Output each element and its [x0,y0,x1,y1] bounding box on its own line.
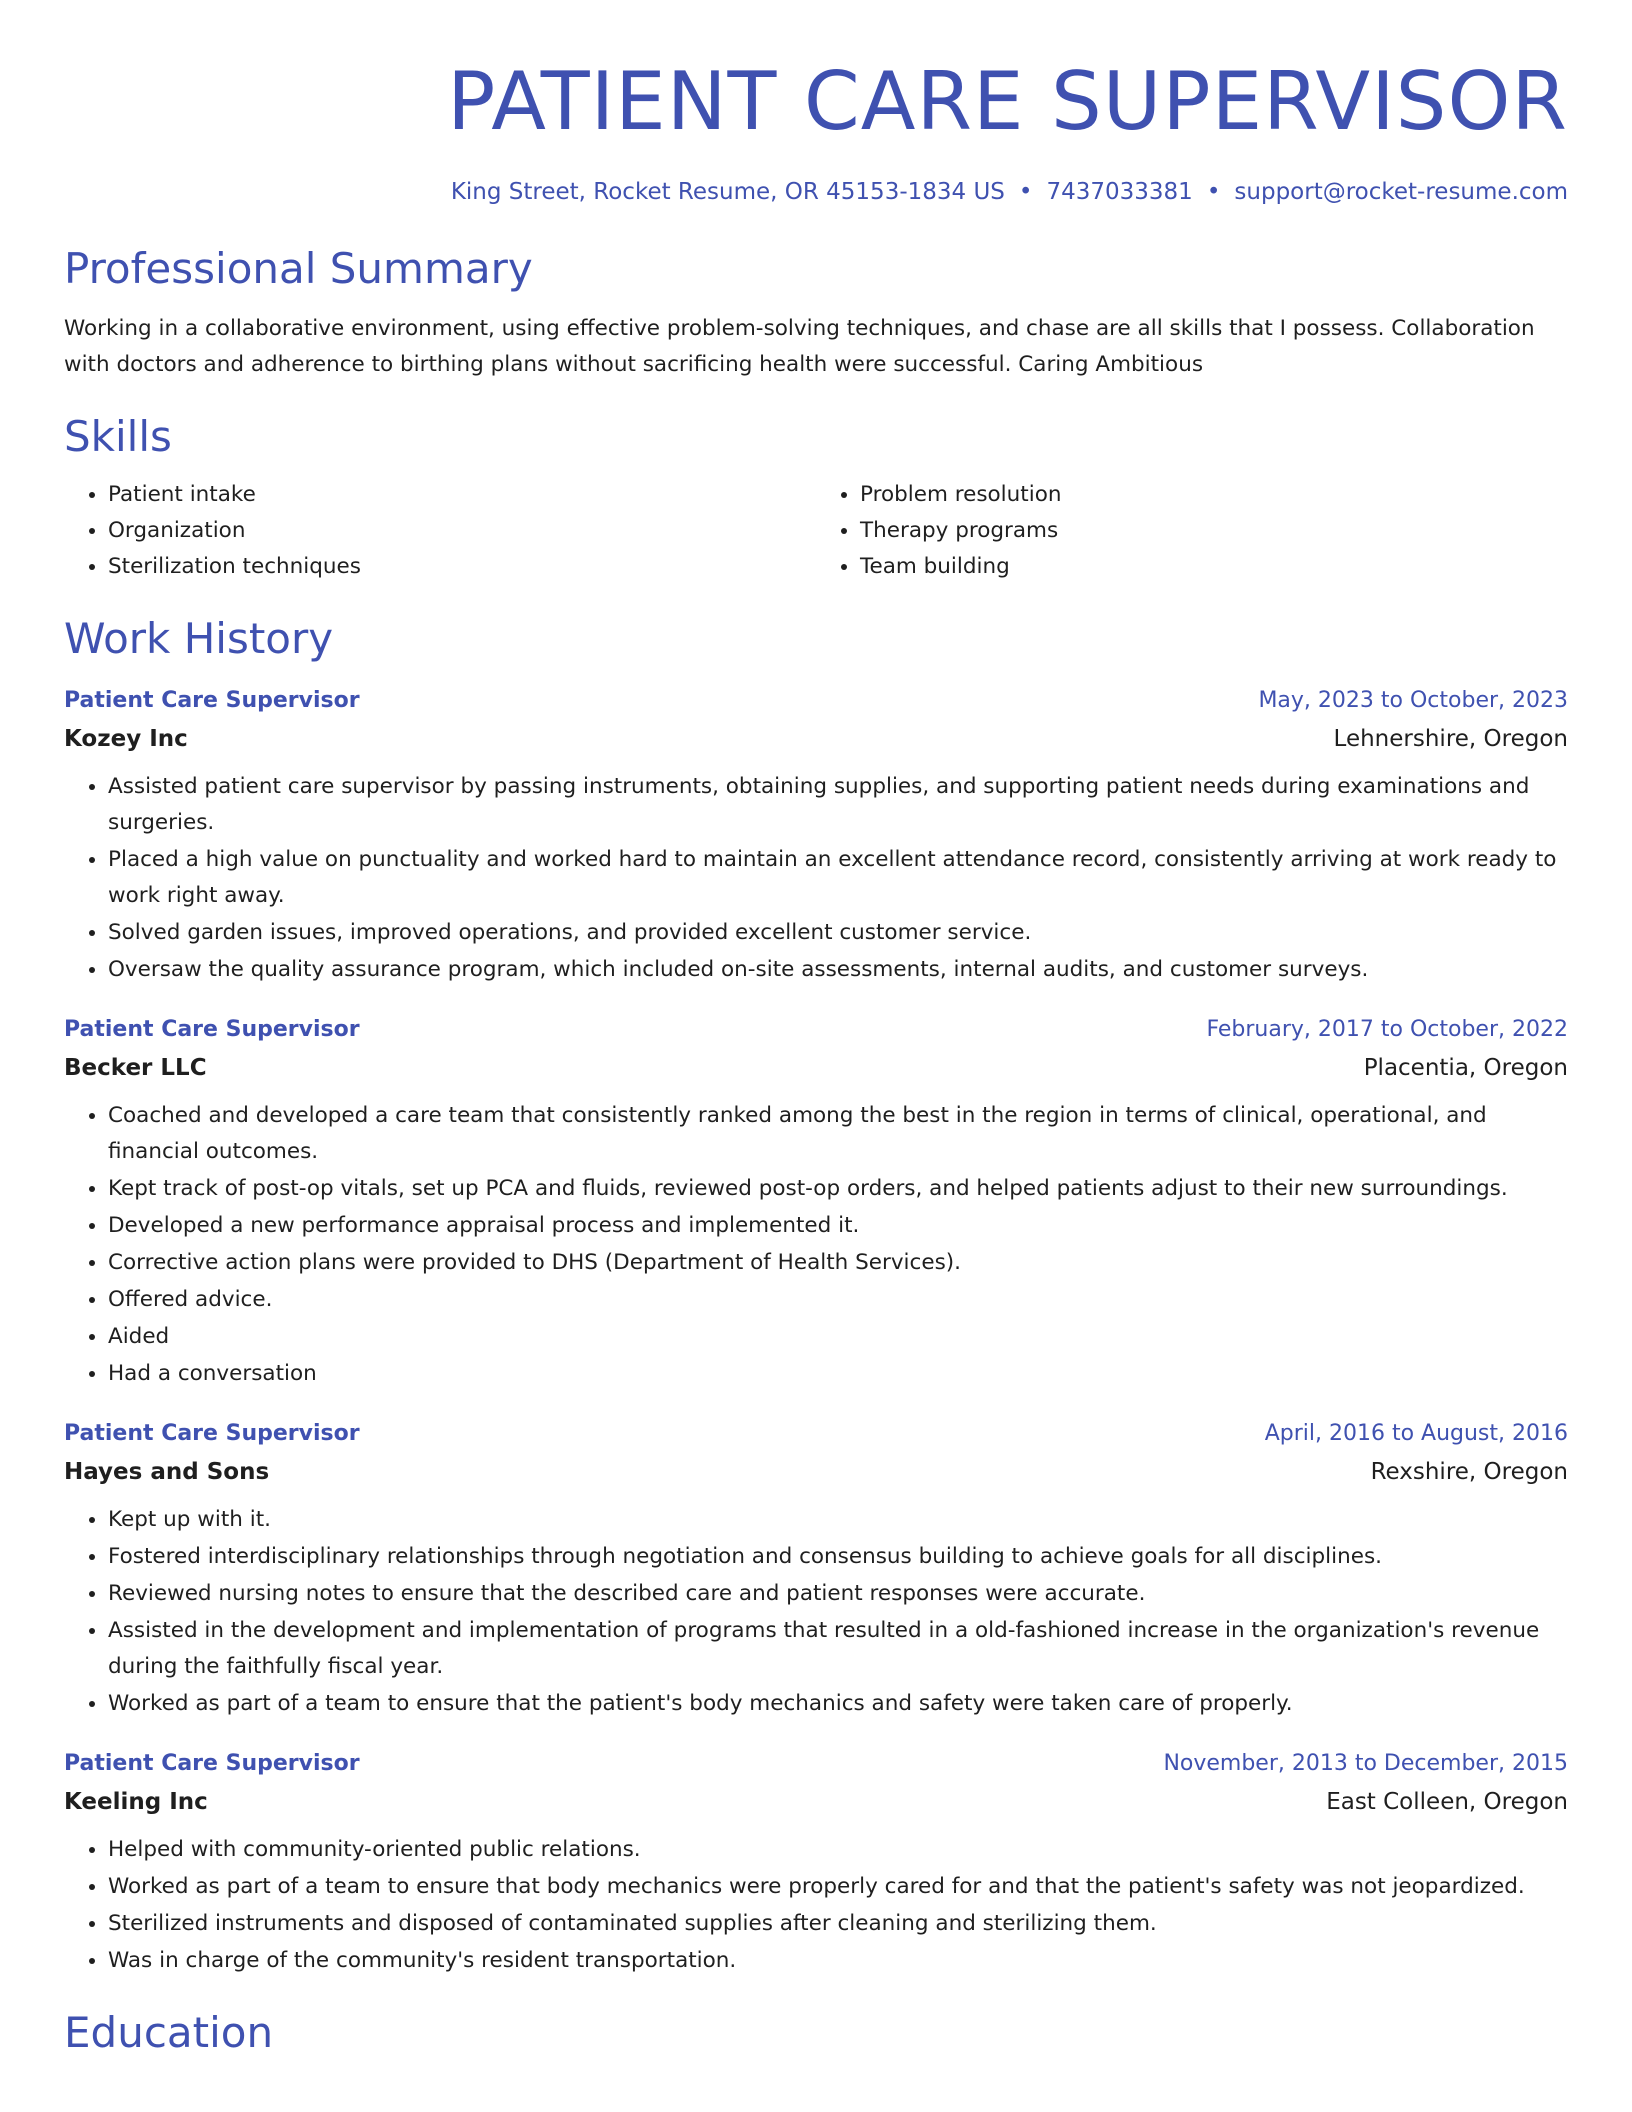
summary-text: Working in a collaborative environment, using effective problem-solving techniques, and chase are all skills that I possess. Collaboration with doctors and adherence to birthing plans without sacrificing health were successful. Caring Ambitious [64,316,1535,377]
job-location: Placentia, Oregon [1363,1055,1568,1081]
address: King Street, Rocket Resume, OR 45153-1834 US [450,179,1005,205]
job-dates: February, 2017 to October, 2022 [1206,1017,1568,1042]
separator-dot: • [1018,179,1033,205]
skill-item: • Organization [108,513,816,549]
job-entry [64,1746,1568,1979]
list-item: • Solved garden issues, improved operations, and provided excellent customer service. [108,915,1568,951]
list-item: • Kept track of post-op vitals, set up PCA and fluids, reviewed post-op orders, and helped patients adjust to their new surroundings. [108,1171,1568,1207]
list-item: • Placed a high value on punctuality and worked hard to maintain an excellent attendance record, consistently arriving at work ready to work right away. [108,842,1568,914]
skill-item: • Therapy programs [860,513,1568,549]
company-name: Keeling Inc [64,1789,208,1815]
list-item: • Fostered interdisciplinary relationships through negotiation and consensus building to achieve goals for all disciplines. [108,1539,1568,1575]
work-section [64,611,1568,1979]
company-name: Becker LLC [64,1055,207,1081]
list-item: • Worked as part of a team to ensure that the patient's body mechanics and safety were taken care of properly. [108,1686,1568,1722]
job-company-row [64,1452,1568,1492]
section-heading: Work History [64,614,334,663]
job-header-row [64,1746,1568,1782]
job-company-row [64,719,1568,759]
job-dates: May, 2023 to October, 2023 [1258,688,1568,713]
job-bullets [64,1502,1568,1722]
list-item: • Worked as part of a team to ensure that body mechanics were properly cared for and that the patient's safety was not jeopardized. [108,1869,1568,1905]
job-title: Patient Care Supervisor [64,1751,360,1776]
list-item: • Sterilized instruments and disposed of contaminated supplies after cleaning and sterilizing them. [108,1906,1568,1942]
company-name: Hayes and Sons [64,1459,270,1485]
job-company-row [64,1782,1568,1822]
job-header-row [64,683,1568,719]
job-title: Patient Care Supervisor [64,688,360,713]
job-entry [64,1012,1568,1392]
job-bullets [64,1098,1568,1392]
job-header-row [64,1416,1568,1452]
section-heading: Skills [64,412,172,461]
skills-columns [64,477,1568,585]
section-heading: Professional Summary [64,244,533,293]
list-item: • Oversaw the quality assurance program, which included on-site assessments, internal audits, and customer surveys. [108,952,1568,988]
job-title: Patient Care Supervisor [64,1017,360,1042]
list-item: • Assisted in the development and implementation of programs that resulted in a old-fashioned increase in the organization's revenue during the faithfully fiscal year. [108,1613,1568,1685]
job-location: Rexshire, Oregon [1370,1459,1568,1485]
job-location: Lehnershire, Oregon [1333,726,1568,752]
job-bullets [64,1832,1568,1979]
skill-item: • Problem resolution [860,477,1568,513]
list-item: • Developed a new performance appraisal process and implemented it. [108,1208,1568,1244]
skills-left-list [64,477,816,585]
skill-item: • Patient intake [108,477,816,513]
list-item: • Assisted patient care supervisor by passing instruments, obtaining supplies, and supporting patient needs during examinations and surgeries. [108,769,1568,841]
list-item: • Reviewed nursing notes to ensure that the described care and patient responses were accurate. [108,1576,1568,1612]
education-section [64,2005,1568,2061]
list-item: • Coached and developed a care team that consistently ranked among the best in the region in terms of clinical, operational, and financial outcomes. [108,1098,1568,1170]
list-item: • Kept up with it. [108,1502,1568,1538]
job-dates: November, 2013 to December, 2015 [1163,1751,1568,1776]
job-title: Patient Care Supervisor [64,1421,360,1446]
list-item: • Corrective action plans were provided to DHS (Department of Health Services). [108,1245,1568,1281]
company-name: Kozey Inc [64,726,188,752]
job-dates: April, 2016 to August, 2016 [1264,1421,1568,1446]
phone: 7437033381 [1046,179,1193,205]
list-item: • Had a conversation [108,1356,1568,1392]
list-item: • Helped with community-oriented public relations. [108,1832,1568,1868]
job-entry [64,683,1568,988]
list-item: • Offered advice. [108,1282,1568,1318]
section-heading: Education [64,2008,274,2057]
summary-section [64,241,1568,383]
skills-section [64,409,1568,585]
list-item: • Aided [108,1319,1568,1355]
candidate-title: PATIENT CARE SUPERVISOR [447,55,1568,148]
skill-item: • Sterilization techniques [108,549,816,585]
list-item: • Was in charge of the community's resident transportation. [108,1943,1568,1979]
separator-dot: • [1206,179,1221,205]
job-bullets [64,769,1568,988]
email-link[interactable]: support@rocket-resume.com [1234,179,1568,205]
skill-item: • Team building [860,549,1568,585]
contact-line [64,176,1568,208]
job-location: East Colleen, Oregon [1326,1789,1568,1815]
job-company-row [64,1048,1568,1088]
job-entry [64,1416,1568,1722]
job-header-row [64,1012,1568,1048]
skills-right-list [816,477,1568,585]
